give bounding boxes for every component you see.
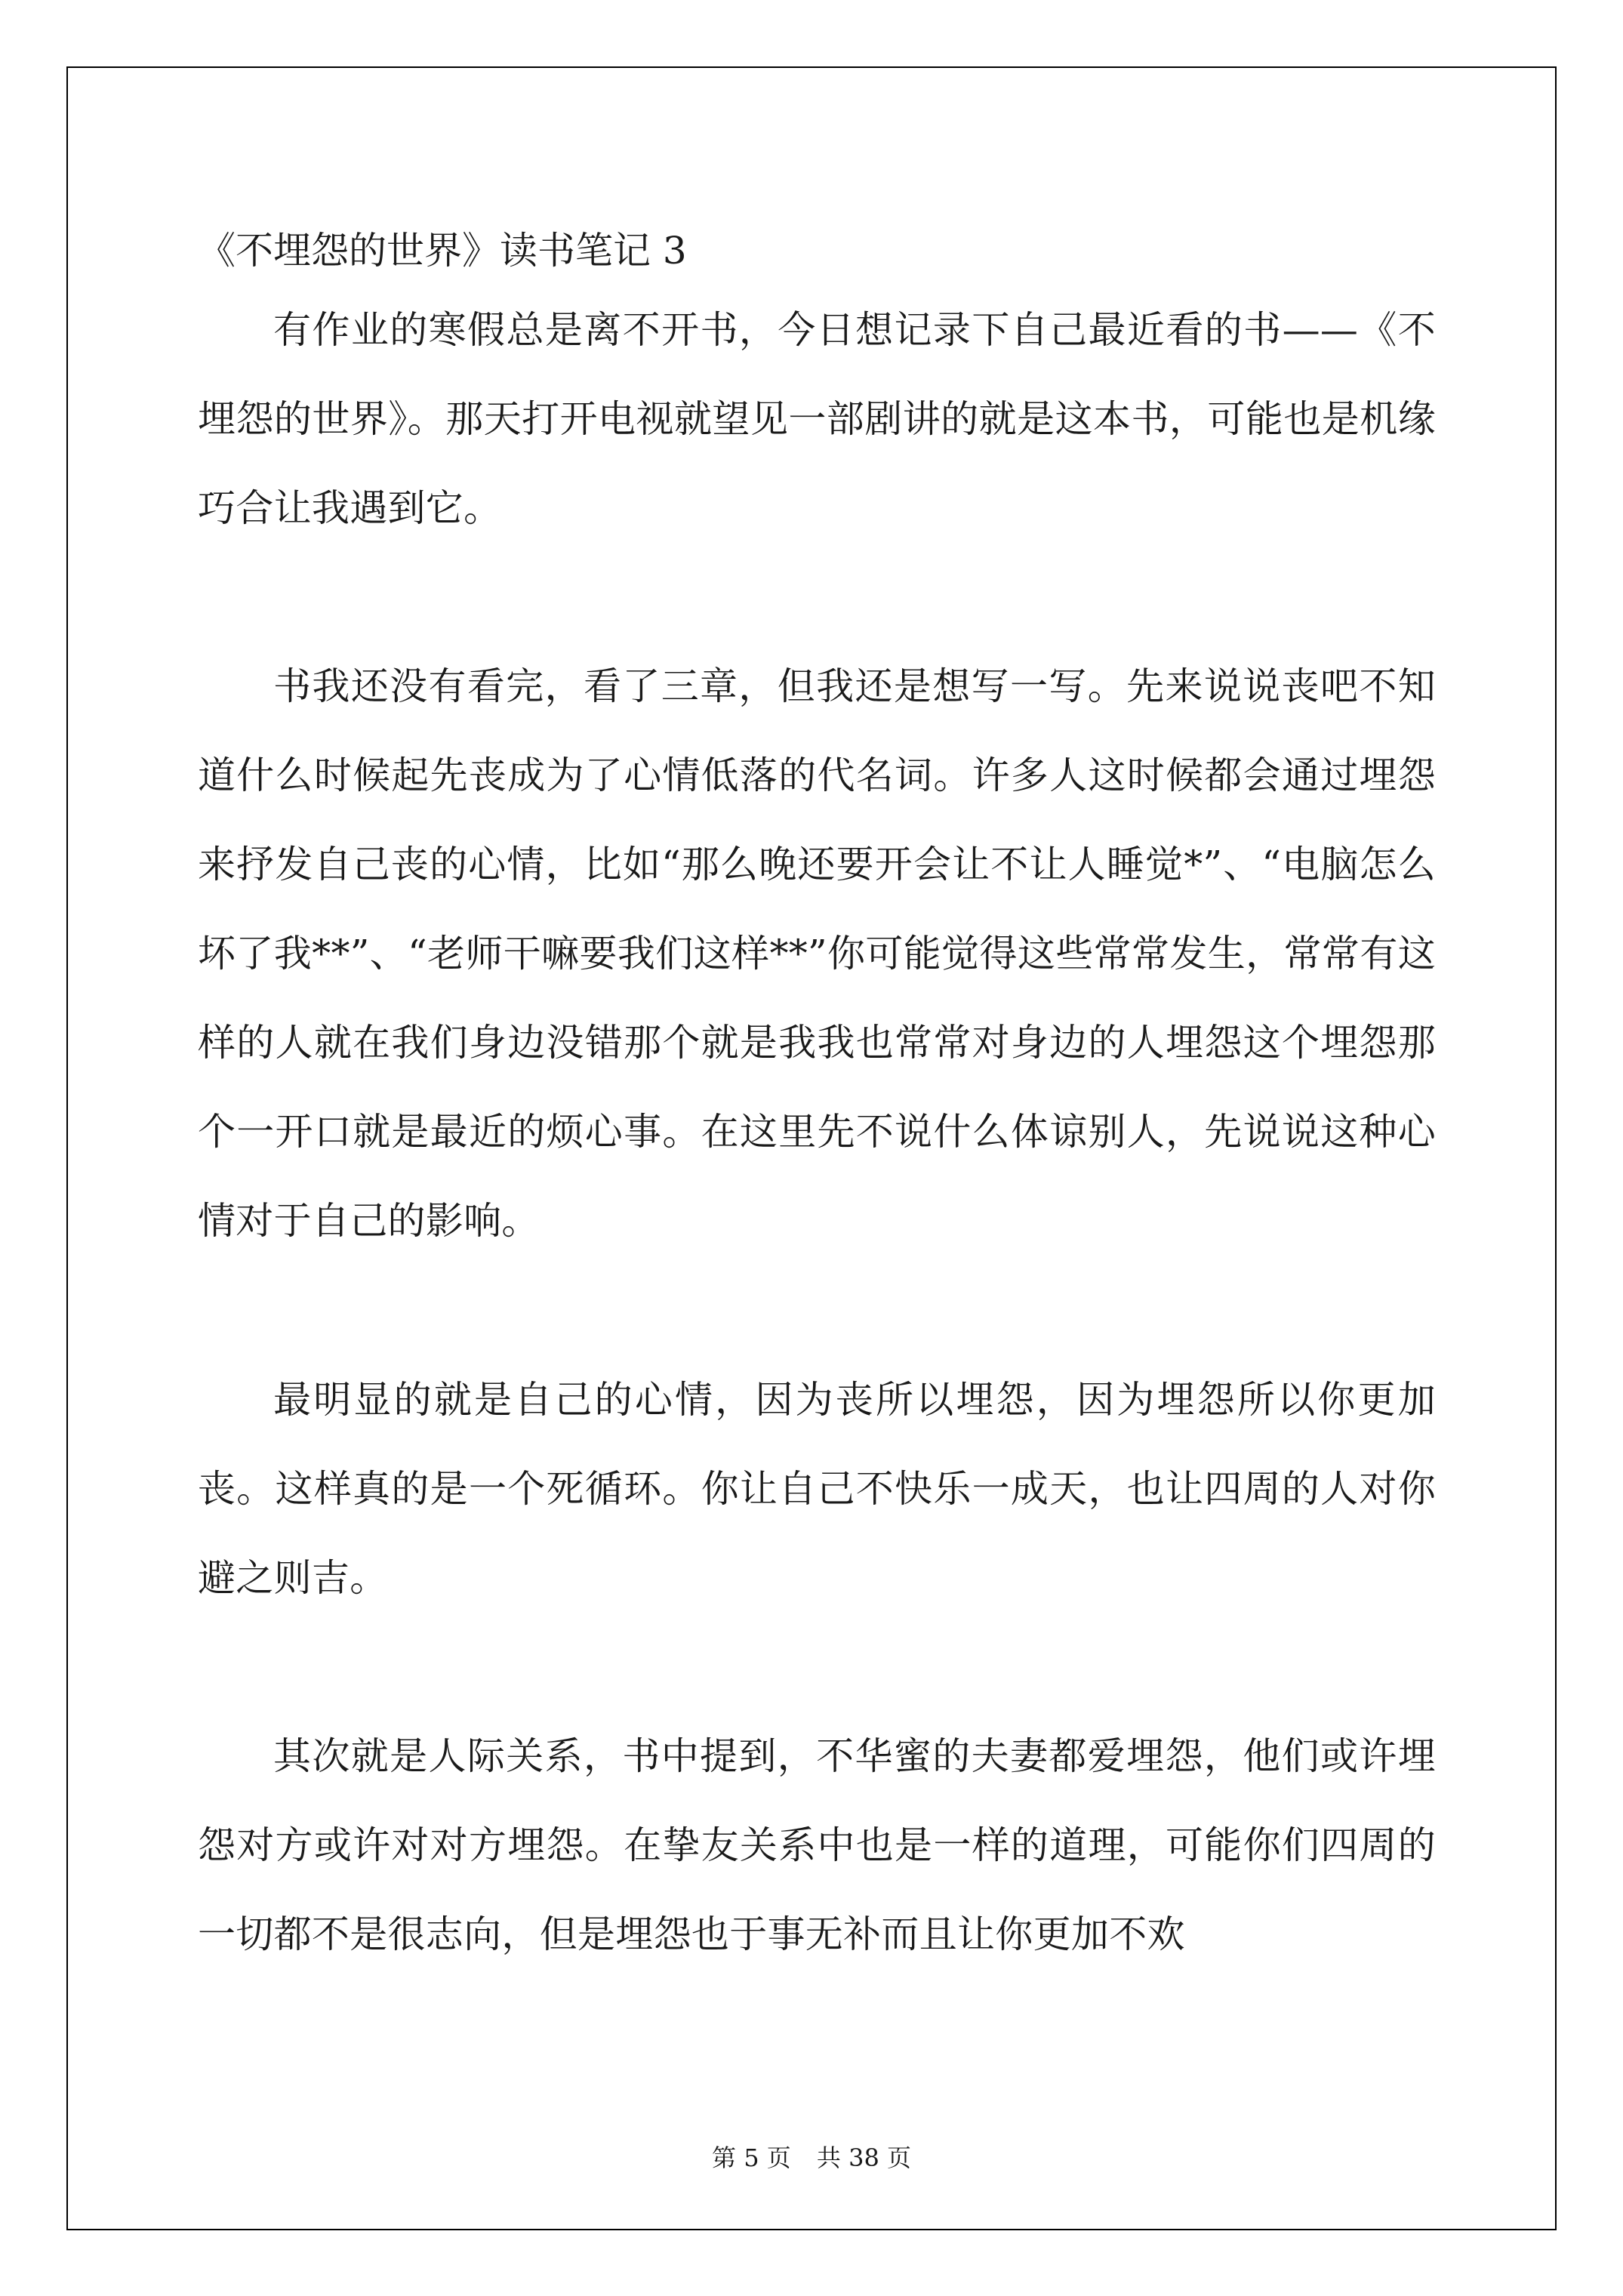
paragraph-4: 其次就是人际关系，书中提到，不华蜜的夫妻都爱埋怨，他们或许埋怨对方或许对对方埋怨。在挚友关系中也是一样的道理，可能你们四周的一切都不是很志向，但是埋怨也于事无补而且让你更加不欢 (198, 1734, 1436, 1956)
page-footer (0, 2143, 1623, 2173)
paragraph-3: 最明显的就是自己的心情，因为丧所以埋怨，因为埋怨所以你更加丧。这样真的是一个死循环。你让自己不快乐一成天，也让四周的人对你避之则吉。 (198, 1378, 1436, 1600)
page-total: 共 38 页 (816, 2143, 911, 2172)
document-title: 《不埋怨的世界》读书笔记 3 (198, 229, 687, 273)
paragraph-1: 有作业的寒假总是离不开书，今日想记录下自己最近看的书——《不埋怨的世界》。那天打开电视就望见一部剧讲的就是这本书，可能也是机缘巧合让我遇到它。 (198, 308, 1436, 530)
paragraph-2: 书我还没有看完，看了三章，但我还是想写一写。先来说说丧吧不知道什么时候起先丧成为了心情低落的代名词。许多人这时候都会通过埋怨来抒发自己丧的心情，比如“那么晚还要开会让不让人睡觉*”、“电脑怎么坏了我**”、“老师干嘛要我们这样**”你可能觉得这些常常发生，常常有这样的人就在我们身边没错那个就是我我也常常对身边的人埋怨这个埋怨那个一开口就是最近的烦心事。在这里先不说什么体谅别人，先说说这种心情对于自己的影响。 (198, 664, 1436, 1243)
page-number: 第 5 页 (712, 2143, 791, 2172)
